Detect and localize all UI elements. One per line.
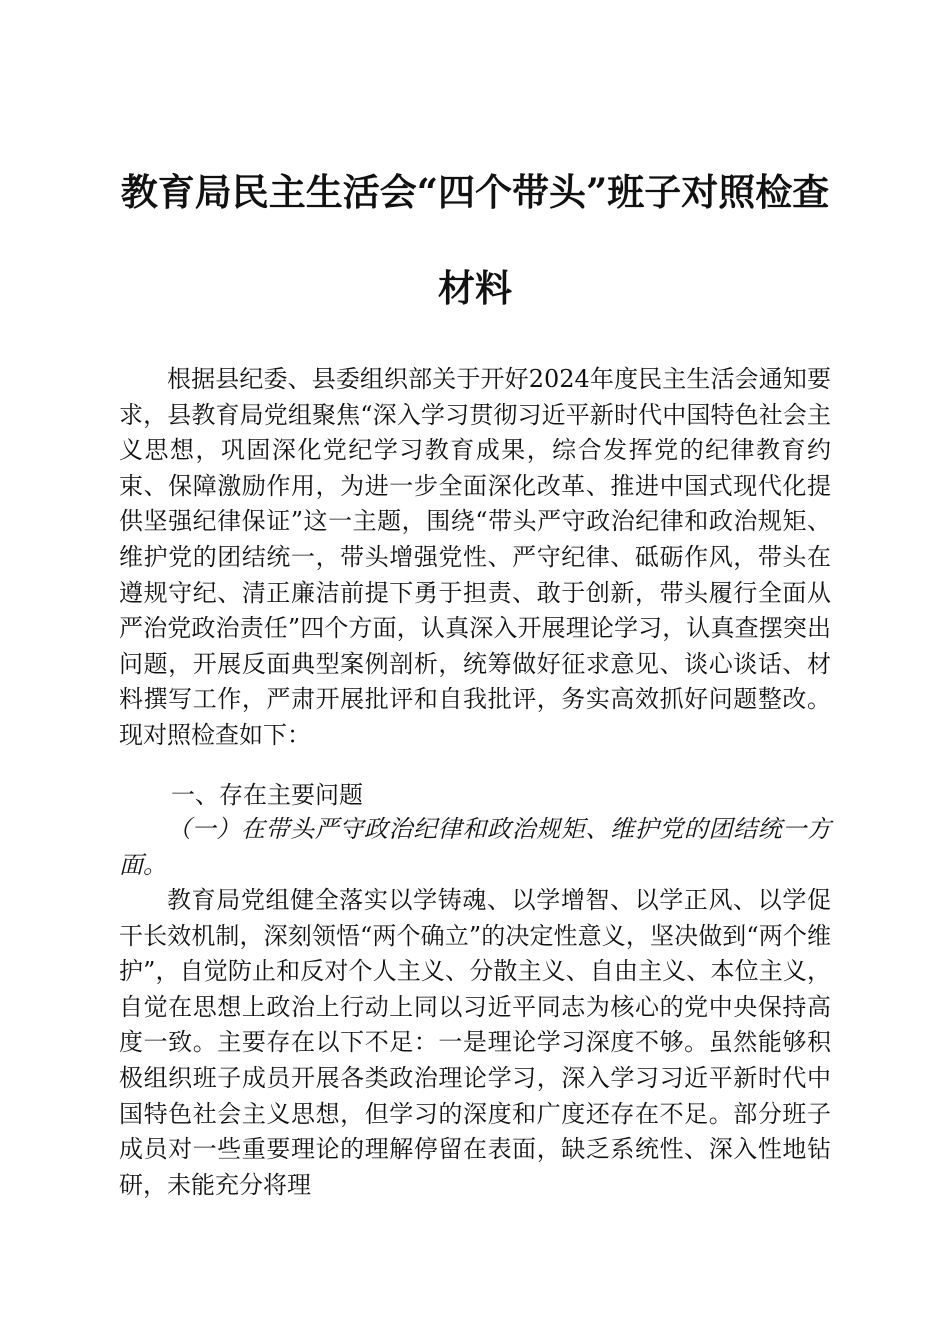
document-title-line1: 教育局民主生活会“四个带头”班子对照检查	[120, 170, 830, 214]
intro-paragraph: 根据县纪委、县委组织部关于开好2024年度民主生活会通知要求，县教育局党组聚焦“深入学习贯彻习近平新时代中国特色社会主义思想，巩固深化党纪学习教育成果，综合发挥党的纪律教育约束、保障激励作用，为进一步全面深化改革、推进中国式现代化提供坚强纪律保证”这一主题，围绕“带头严守政治纪律和政治规矩、维护党的团结统一，带头增强党性、严守纪律、砥砺作风，带头在遵规守纪、清正廉洁前提下勇于担责、敢于创新，带头履行全面从严治党政治责任”四个方面，认真深入开展理论学习，认真查摆突出问题，开展反面典型案例剖析，统筹做好征求意见、谈心谈话、材料撰写工作，严肃开展批评和自我批评，务实高效抓好问题整改。现对照检查如下：	[119, 365, 831, 749]
body-paragraph: 教育局党组健全落实以学铸魂、以学增智、以学正风、以学促干长效机制，深刻领悟“两个确立”的决定性意义，坚决做到“两个维护”，自觉防止和反对个人主义、分散主义、自由主义、本位主义，自觉在思想上政治上行动上同以习近平同志为核心的党中央保持高度一致。主要存在以下不足：一是理论学习深度不够。虽然能够积极组织班子成员开展各类政治理论学习，深入学习习近平新时代中国特色社会主义思想，但学习的深度和广度还存在不足。部分班子成员对一些重要理论的理解停留在表面，缺乏系统性、深入性地钻研，未能充分将理	[119, 886, 831, 1199]
section-heading: 一、存在主要问题	[171, 781, 363, 809]
document-title-line2: 材料	[438, 266, 512, 310]
subsection-heading: （一）在带头严守政治纪律和政治规矩、维护党的团结统一方面。	[119, 815, 831, 879]
